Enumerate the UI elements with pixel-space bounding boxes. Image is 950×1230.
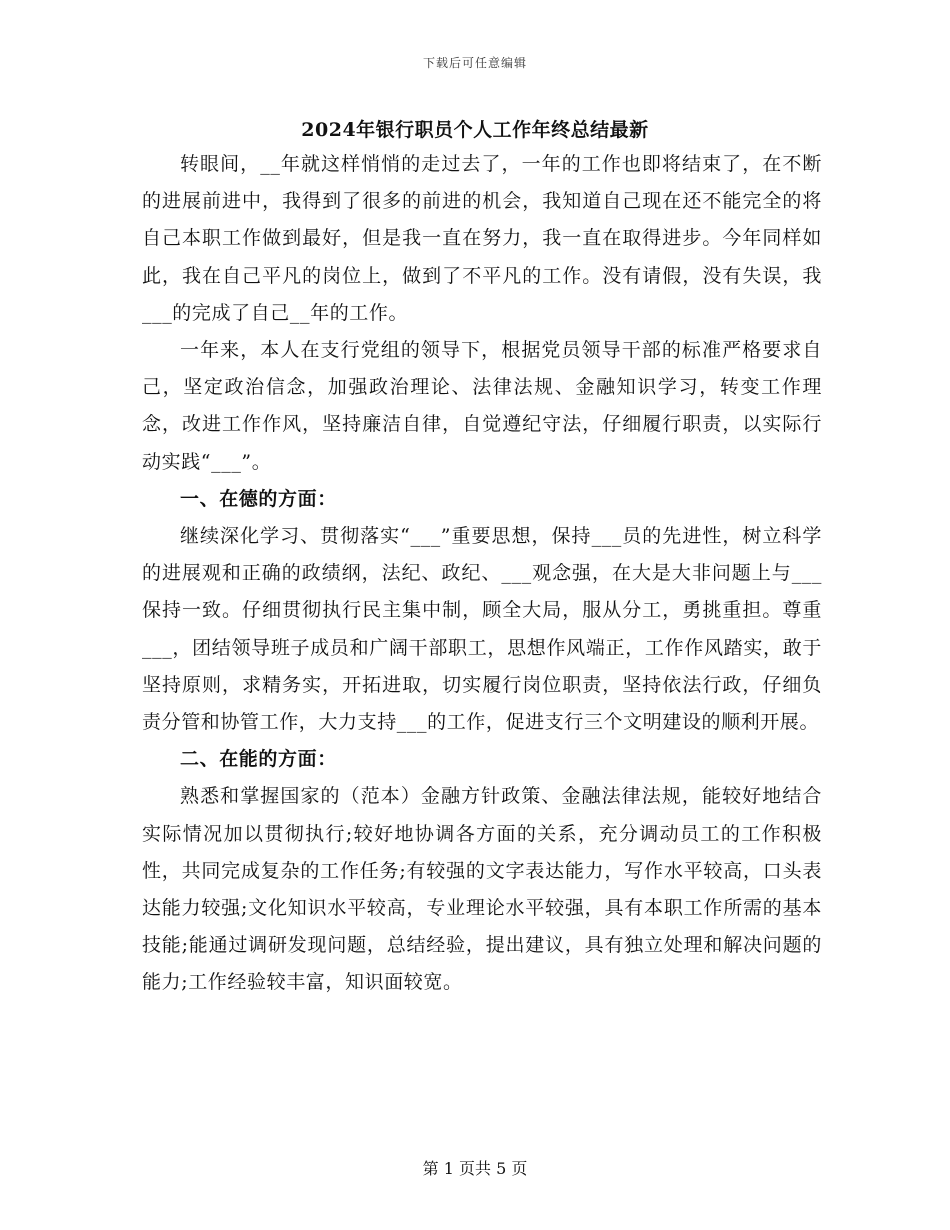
section-text-morality: 继续深化学习、贯彻落实“___”重要思想，保持___员的先进性，树立科学的进展观和正确的政绩纲，法纪、政纪、___观念强，在大是大非问题上与___保持一致。仔细贯彻执行民主集中制，顾全大局，服从分工，勇挑重担。尊重___，团结领导班子成员和广阔干部职工，思想作风端正，工作作风踏实，敢于坚持原则，求精务实，开拓进取，切实履行岗位职责，坚持依法行政，仔细负责分管和协管工作，大力支持___的工作，促进支行三个文明建设的顺利开展。 <box>142 525 822 734</box>
section-heading-morality: 一、在德的方面： <box>180 487 337 510</box>
document-body <box>142 146 822 1002</box>
document-title: 2024年银行职员个人工作年终总结最新 <box>301 119 649 141</box>
page-number: 第 1 页共 5 页 <box>422 1159 528 1178</box>
paragraph-intro: 转眼间，__年就这样悄悄的走过去了，一年的工作也即将结束了，在不断的进展前进中，我得到了很多的前进的机会，我知道自己现在还不能完全的将自己本职工作做到最好，但是我一直在努力，我一直在取得进步。今年同样如此，我在自己平凡的岗位上，做到了不平凡的工作。没有请假，没有失误，我___的完成了自己__年的工作。 <box>142 153 822 324</box>
paragraph-summary: 一年来，本人在支行党组的领导下，根据党员领导干部的标准严格要求自己，坚定政治信念，加强政治理论、法律法规、金融知识学习，转变工作理念，改进工作作风，坚持廉洁自律，自觉遵纪守法，仔细履行职责，以实际行动实践“___”。 <box>142 339 822 473</box>
header-note: 下载后可任意编辑 <box>422 56 527 70</box>
section-text-ability: 熟悉和掌握国家的（范本）金融方针政策、金融法律法规，能较好地结合实际情况加以贯彻执行;较好地协调各方面的关系，充分调动员工的工作积极性，共同完成复杂的工作任务;有较强的文字表达能力，写作水平较高，口头表达能力较强;文化知识水平较高，专业理论水平较强，具有本职工作所需的基本技能;能通过调研发现问题，总结经验，提出建议，具有独立处理和解决问题的能力;工作经验较丰富，知识面较宽。 <box>142 785 822 994</box>
section-heading-ability: 二、在能的方面： <box>180 748 337 771</box>
